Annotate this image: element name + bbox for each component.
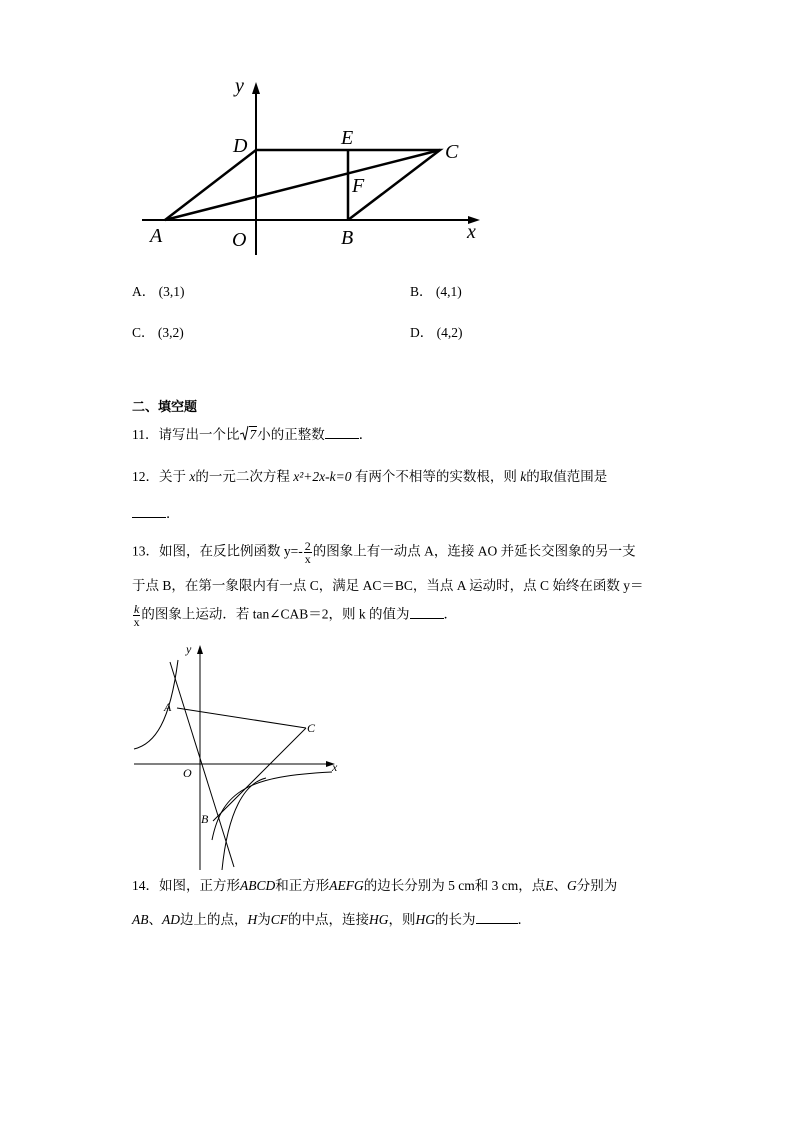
q13-fraction-1 — [304, 540, 312, 565]
option-a-label: A． — [132, 284, 156, 299]
q13-frac2-num: k — [134, 602, 140, 616]
q14-square-2: AEFG — [329, 878, 364, 893]
hyperbola-branch-q2 — [134, 660, 178, 749]
q14-answer-blank[interactable] — [476, 911, 518, 924]
label-e: E — [341, 127, 354, 149]
q13-fraction-2 — [133, 603, 140, 628]
q14-seg-hg-2: HG — [415, 912, 436, 927]
question-13-line1 — [132, 540, 636, 565]
label-b: B — [201, 812, 209, 826]
q13-frac2-den: x — [133, 615, 140, 629]
q12-equation: x²+2x-k=0 — [293, 469, 352, 484]
q12-var-x: x — [189, 469, 196, 484]
q14-l2-mid3: 的中点，连接 — [288, 912, 370, 927]
q14-sep: 、 — [553, 878, 567, 893]
option-a-value: (3,1) — [158, 284, 185, 299]
segment-ac — [165, 150, 440, 220]
option-b[interactable] — [410, 280, 462, 300]
question-13-line2 — [132, 577, 644, 595]
q14-point-g: G — [567, 878, 577, 893]
label-c: C — [445, 141, 459, 163]
q14-seg-ad: AD — [162, 912, 180, 927]
q14-pre: 14．如图，正方形 — [132, 878, 240, 893]
hyperbola-branch-q4 — [222, 778, 266, 870]
option-b-label: B． — [410, 284, 433, 299]
q14-l2-mid4: ，则 — [388, 912, 416, 927]
section-title: 二、填空题 — [132, 400, 198, 415]
q13-line1-pre: 13．如图，在反比例函数 y=- — [132, 543, 303, 559]
q14-seg-cf: CF — [270, 912, 289, 927]
q11-radicand: 7 — [249, 427, 257, 442]
q14-mid2: 的边长分别为 5 cm和 3 cm，点 — [363, 878, 546, 893]
option-c[interactable] — [132, 321, 184, 341]
label-a: A — [164, 700, 172, 714]
q12-mid2: 有两个不相等的实数根，则 — [354, 469, 517, 484]
q11-answer-blank[interactable] — [325, 426, 359, 439]
q14-square-1: ABCD — [240, 878, 276, 893]
figure-parallelogram — [130, 70, 490, 260]
label-b: B — [341, 227, 354, 249]
label-y: y — [235, 75, 244, 97]
option-c-label: C． — [132, 325, 155, 340]
option-c-value: (3,2) — [157, 325, 184, 340]
option-d-label: D． — [410, 325, 434, 340]
q13-answer-blank[interactable] — [410, 606, 444, 619]
segment-bc — [213, 728, 306, 821]
label-o: O — [232, 229, 247, 251]
question-12 — [132, 468, 607, 486]
q11-pre: 11．请写出一个比 — [132, 427, 240, 442]
question-12-line2 — [132, 505, 180, 523]
label-o: O — [183, 766, 192, 780]
q13-line3-post: 的图象上运动．若 tan∠CAB＝2，则 k 的值为 — [141, 606, 410, 622]
q13-frac1-den: x — [304, 552, 311, 566]
q12-var-k: k — [520, 469, 527, 484]
q14-end: ． — [517, 912, 532, 927]
label-f: F — [352, 175, 365, 197]
q14-mid1: 和正方形 — [275, 878, 330, 893]
option-b-value: (4,1) — [435, 284, 462, 299]
y-axis-arrow — [252, 82, 260, 94]
q14-seg-hg: HG — [369, 912, 389, 927]
q12-mid3: 的取值范围是 — [526, 469, 608, 484]
label-d: D — [233, 135, 248, 157]
question-14-line2 — [132, 911, 531, 929]
q14-l2-mid2: 为 — [257, 912, 271, 927]
q11-end: ． — [358, 427, 373, 442]
q13-line2: 于点 B，在第一象限内有一点 C，满足 AC＝BC，当点 A 运动时，点 C 始终在函数 y＝ — [132, 578, 644, 593]
label-a: A — [150, 225, 163, 247]
y-axis-arrow — [197, 645, 203, 654]
q14-seg-ab: AB — [132, 912, 149, 927]
q14-point-e: E — [545, 878, 554, 893]
label-y: y — [186, 642, 192, 656]
q14-end1: 分别为 — [576, 878, 618, 893]
question-14-line1 — [132, 877, 617, 895]
label-x: x — [332, 760, 338, 774]
label-x: x — [467, 221, 476, 243]
q12-answer-blank[interactable] — [132, 505, 166, 518]
q14-l2-mid1: 边上的点， — [180, 912, 248, 927]
q14-l2-sep: 、 — [148, 912, 162, 927]
q12-mid1: 的一元二次方程 — [195, 469, 290, 484]
q12-end: ． — [166, 506, 180, 521]
option-d-value: (4,2) — [436, 325, 463, 340]
label-c: C — [307, 721, 316, 735]
q13-line1-post: 的图象上有一动点 A，连接 AO 并延长交图象的另一支 — [312, 543, 636, 559]
q14-l2-mid5: 的长为 — [435, 912, 476, 927]
figure-hyperbola — [130, 640, 350, 875]
sqrt-symbol — [240, 425, 258, 444]
hyperbola-k-branch — [212, 772, 332, 840]
q14-point-h: H — [247, 912, 258, 927]
q13-end: ． — [443, 606, 458, 622]
option-a[interactable] — [132, 280, 185, 300]
q11-post: 小的正整数 — [257, 427, 325, 442]
segment-ac — [177, 708, 306, 728]
q13-frac1-num: 2 — [304, 539, 311, 553]
question-13-line3 — [132, 603, 457, 628]
option-d[interactable] — [410, 321, 463, 341]
q12-pre: 12．关于 — [132, 469, 186, 484]
question-11 — [132, 425, 372, 444]
